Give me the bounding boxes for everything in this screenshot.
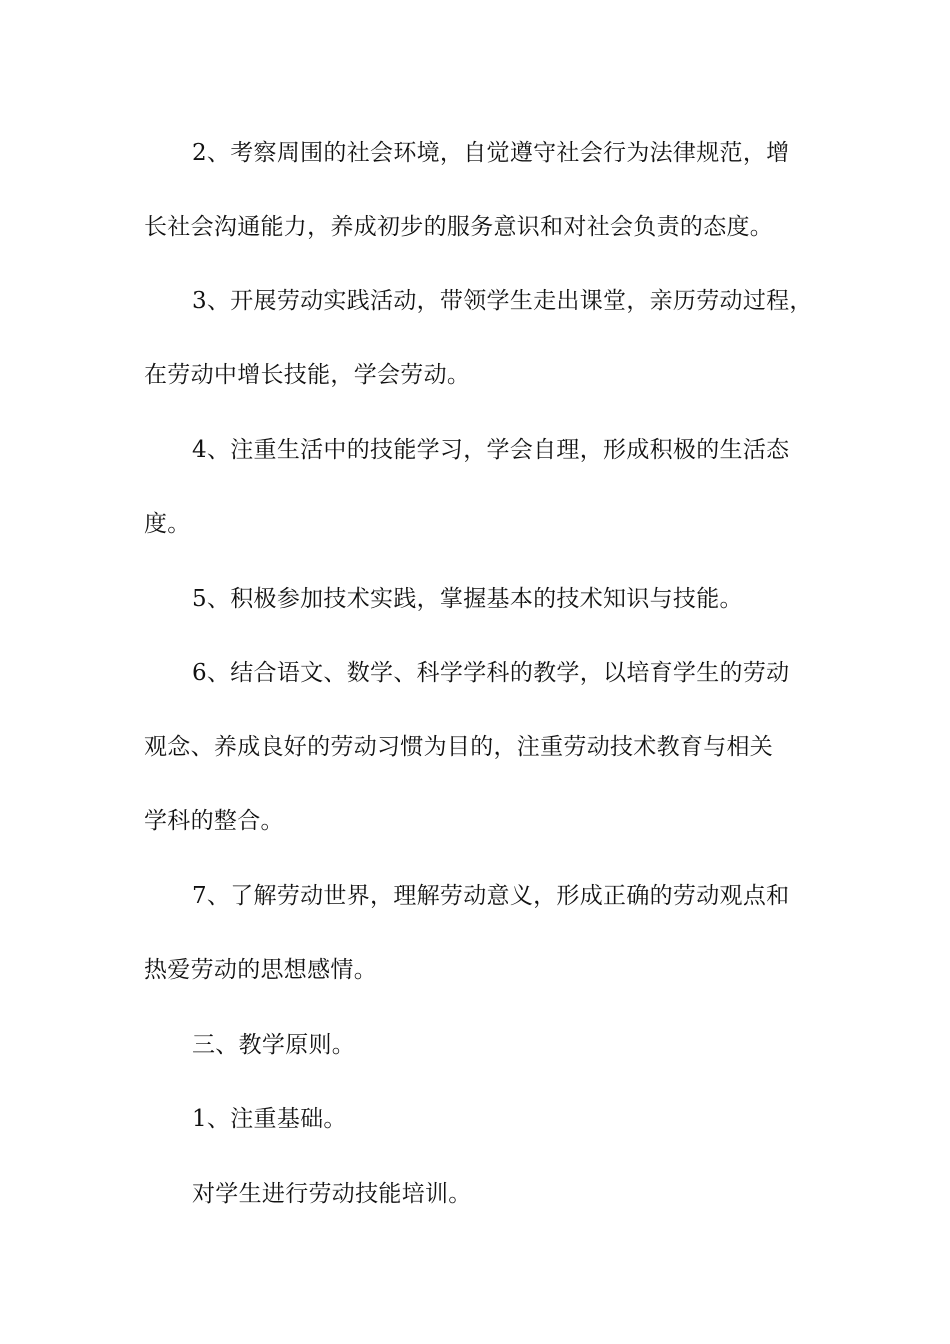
- paragraph-item-5: [144, 562, 816, 636]
- paragraph-line: 学科的整合。: [144, 808, 284, 834]
- paragraph-line: 度。: [144, 511, 191, 537]
- paragraph-item-2: [144, 116, 816, 264]
- paragraph-line: 热爱劳动的思想感情。: [144, 957, 377, 983]
- heading-line: 三、教学原则。: [192, 1032, 356, 1058]
- paragraph-line: 观念、养成良好的劳动习惯为目的，注重劳动技术教育与相关: [144, 734, 774, 760]
- paragraph-item-6: [144, 636, 816, 858]
- paragraph-item-3: [144, 264, 816, 412]
- paragraph-skill-training: [144, 1157, 816, 1231]
- paragraph-line: 对学生进行劳动技能培训。: [192, 1181, 472, 1207]
- subheading-focus-basics: [144, 1082, 816, 1156]
- paragraph-line: 4、注重生活中的技能学习，学会自理，形成积极的生活态: [192, 437, 790, 463]
- paragraph-line: 在劳动中增长技能，学会劳动。: [144, 362, 471, 388]
- paragraph-item-4: [144, 413, 816, 561]
- paragraph-line: 长社会沟通能力，养成初步的服务意识和对社会负责的态度。: [144, 214, 774, 240]
- subheading-line: 1、注重基础。: [192, 1106, 347, 1132]
- paragraph-line: 6、结合语文、数学、科学学科的教学，以培育学生的劳动: [192, 660, 790, 686]
- paragraph-line: 5、积极参加技术实践，掌握基本的技术知识与技能。: [192, 586, 743, 612]
- paragraph-line: 2、考察周围的社会环境，自觉遵守社会行为法律规范，增: [192, 140, 790, 166]
- paragraph-line: 3、开展劳动实践活动，带领学生走出课堂，亲历劳动过程，: [192, 288, 813, 314]
- paragraph-item-7: [144, 859, 816, 1007]
- section-heading-teaching-principles: [144, 1008, 816, 1082]
- paragraph-line: 7、了解劳动世界，理解劳动意义，形成正确的劳动观点和: [192, 883, 790, 909]
